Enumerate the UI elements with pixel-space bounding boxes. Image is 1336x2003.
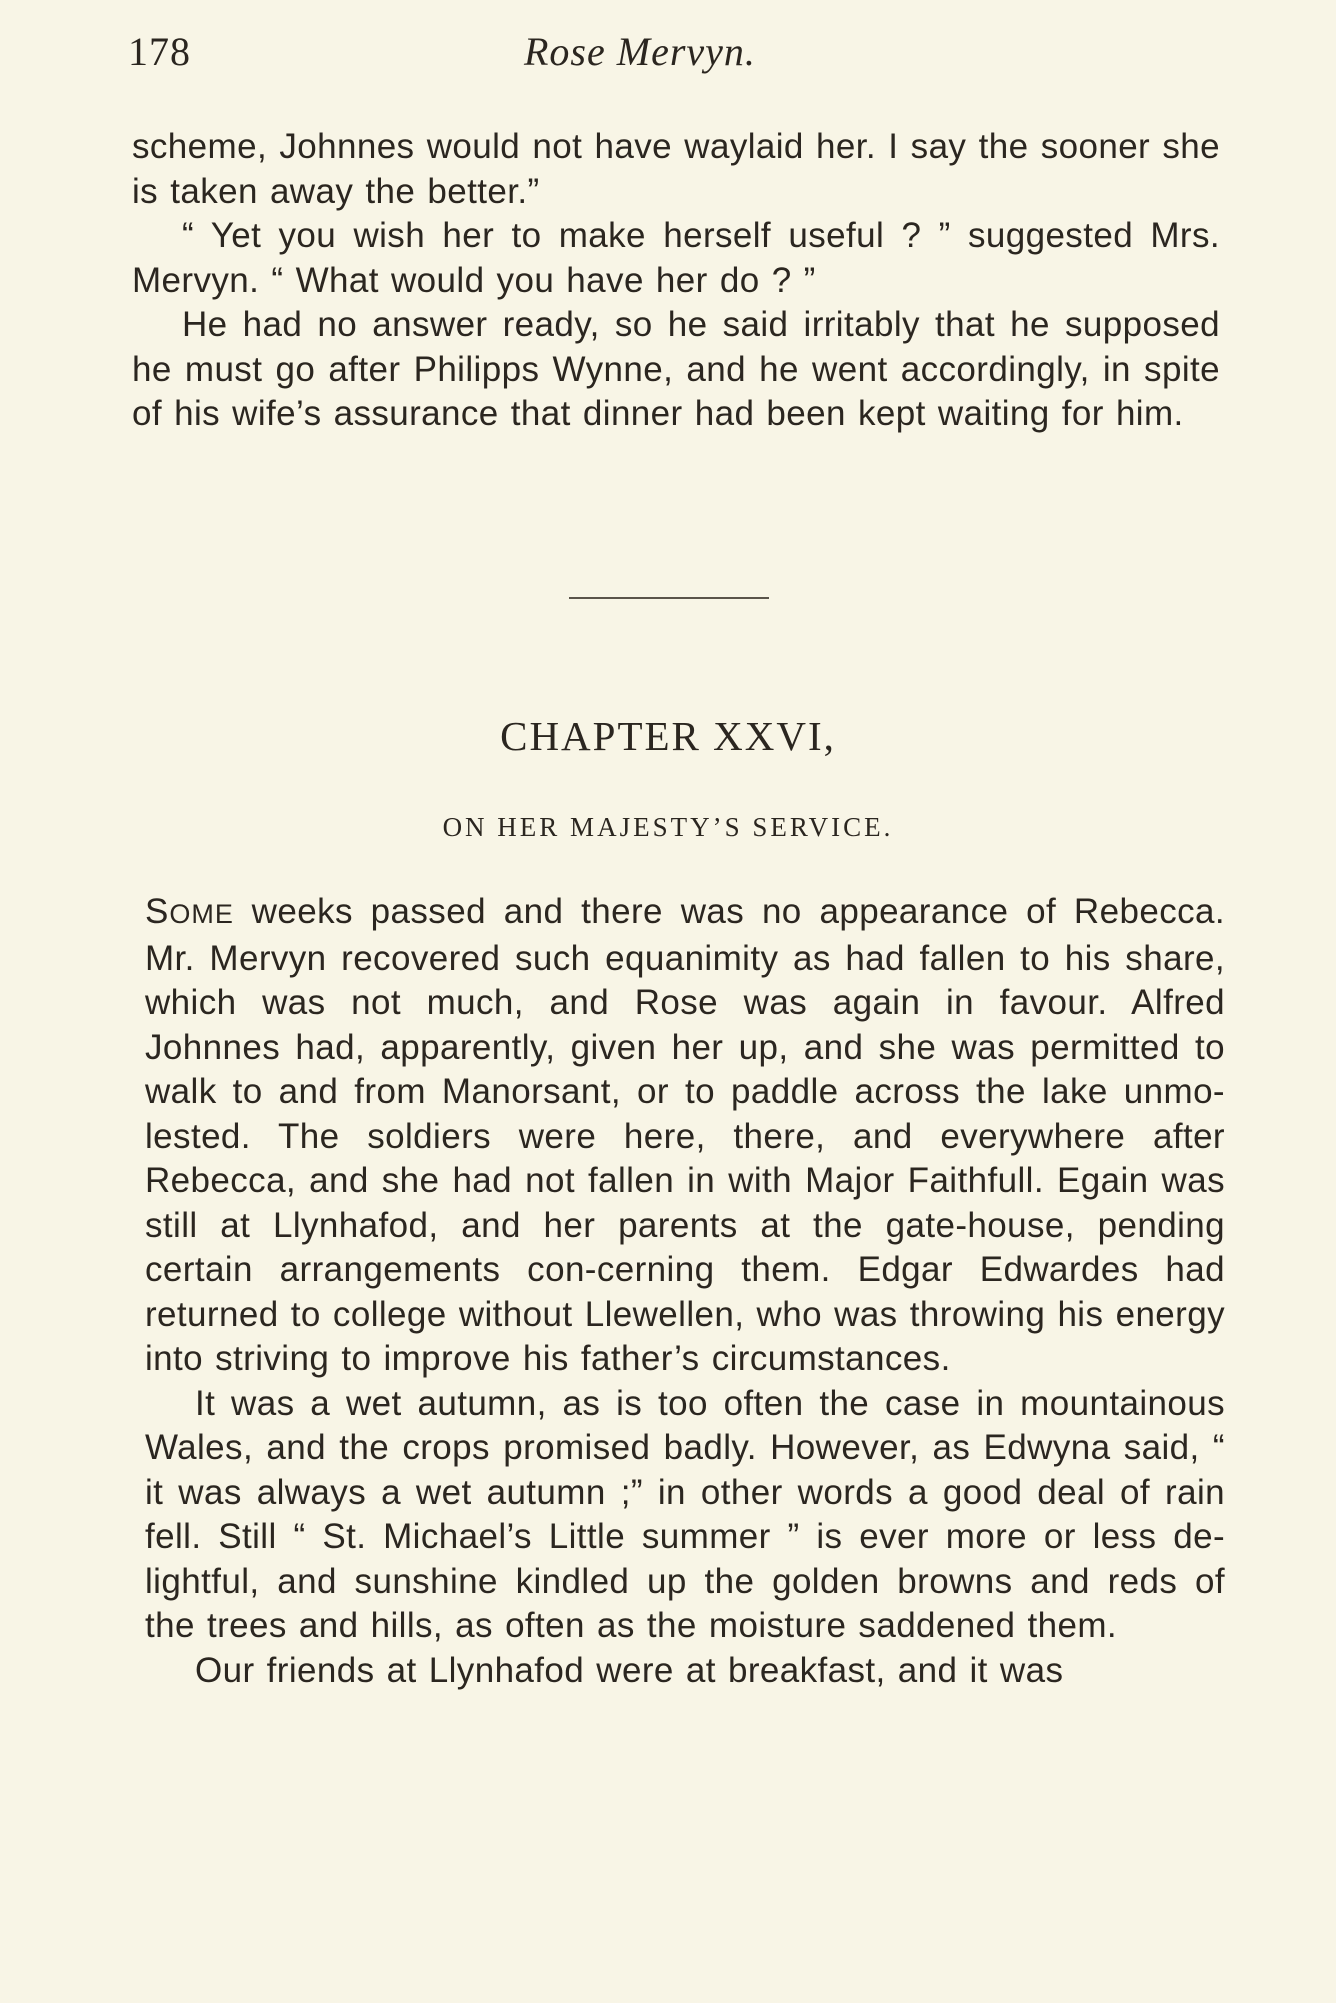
running-head (128, 28, 1228, 88)
paragraph: He had no answer ready, so he said irritably that he supposed he must go after Philipps Wynne, and he went accordingly, in spite of his wife’s assurance that dinner had been kept waiting for him. (132, 305, 1220, 433)
paragraph: It was a wet autumn, as is too often the case in mountainous Wales, and the crops promised badly. However, as Edwyna said, “ it was always a wet autumn ;” in other words a good deal of rain fell. Still “ St. Michael’s Little summer ” is ever more or less de-lightful, and sunshine kindled up the golden browns and reds of the trees and hills, as often as the moisture saddened them. (145, 1383, 1225, 1645)
section-divider (569, 597, 769, 599)
page-number: 178 (128, 29, 191, 74)
paragraph: “ Yet you wish her to make herself useful ? ” suggested Mrs. Mervyn. “ What would you have her do ? ” (132, 216, 1220, 300)
chapter-heading: CHAPTER XXVI, (500, 713, 836, 759)
chapter-text (145, 890, 1225, 1693)
opening-initial: S (145, 892, 170, 931)
opening-smallcaps: OME (169, 899, 234, 929)
paragraph: scheme, Johnnes would not have waylaid her. I say the sooner she is taken away the better.” (132, 127, 1220, 211)
paragraph-rest: weeks passed and there was no appearance of Rebecca. Mr. Mervyn recovered such equanimity as had fallen to his share, which was not much, and Rose was again in favour. Alfred Johnnes had, apparently, given her up, and she was permitted to walk to and from Manorsant, or to paddle across the lake unmo-lested. The soldiers were here, there, and everywhere after Rebecca, and she had not fallen in with Major Faithfull. Egain was still at Llynhafod, and her parents at the gate-house, pending certain arrangements con-cerning them. Edgar Edwardes had returned to college without Llewellen, who was throwing his energy into striving to improve his father’s circumstances. (145, 892, 1225, 1378)
paragraph (145, 890, 1225, 1382)
opening-word (145, 892, 234, 931)
running-title: Rose Mervyn. (524, 29, 756, 74)
previous-chapter-text (132, 125, 1220, 437)
paragraph: Our friends at Llynhafod were at breakfast, and it was (195, 1650, 1064, 1690)
chapter-subtitle: ON HER MAJESTY’S SERVICE. (442, 812, 894, 842)
